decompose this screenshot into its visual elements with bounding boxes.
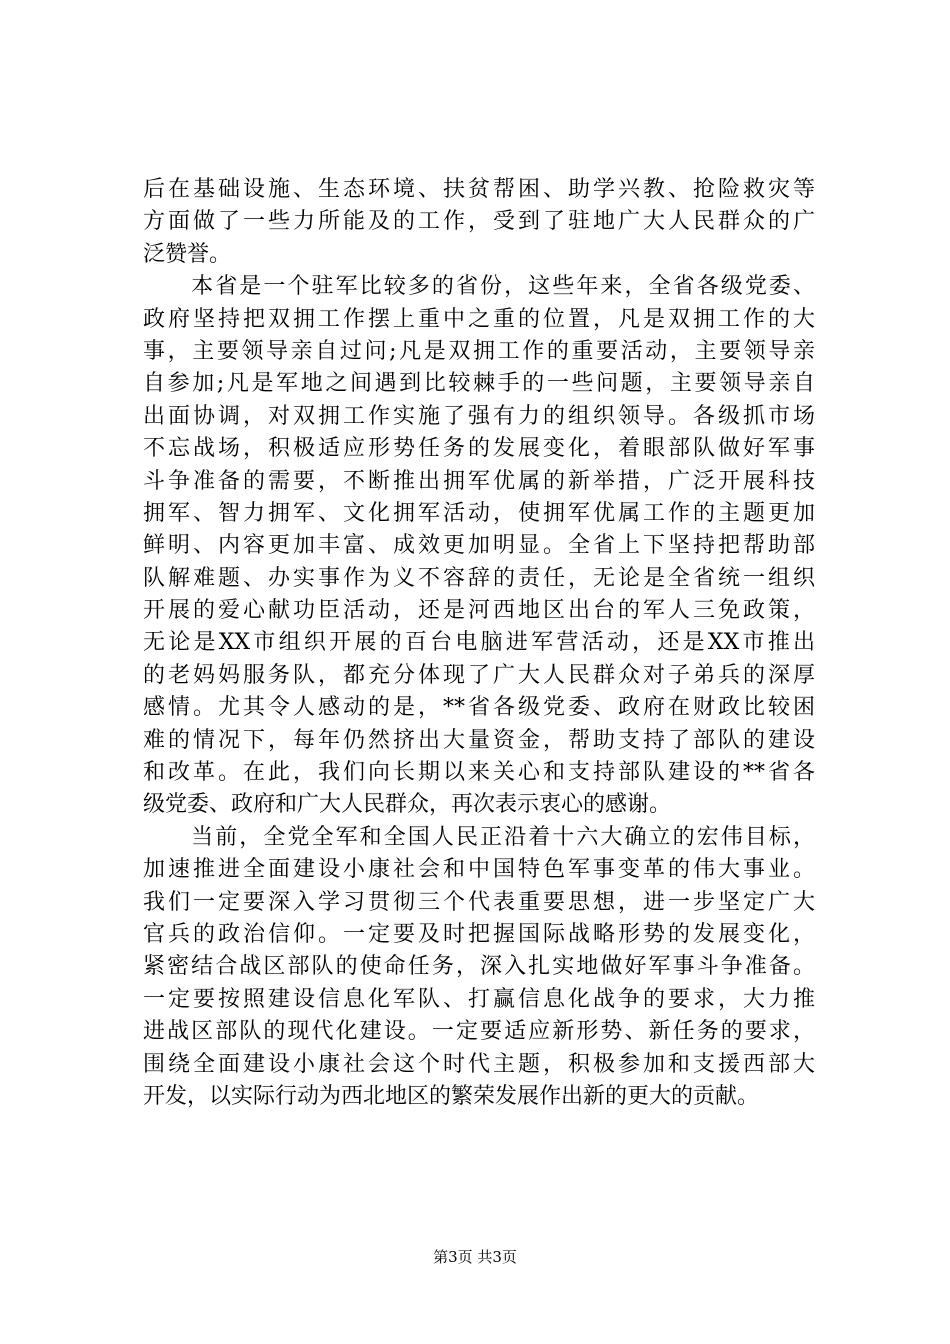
page-number-label: 第3页 共3页 (433, 1248, 517, 1266)
text-line: 事，主要领导亲自过问;凡是双拥工作的重要活动，主要领导亲 (143, 338, 815, 364)
text-line: 和改革。在此，我们向长期以来关心和支持部队建设的**省各 (143, 760, 815, 786)
text-line: 无论是XX市组织开展的百台电脑进军营活动，还是XX市推出 (143, 630, 815, 656)
text-line: 自参加;凡是军地之间遇到比较棘手的一些问题，主要领导亲自 (143, 371, 815, 397)
text-line: 方面做了一些力所能及的工作，受到了驻地广大人民群众的广 (143, 209, 815, 235)
text-line: 加速推进全面建设小康社会和中国特色军事变革的伟大事业。 (143, 857, 815, 883)
text-line: 本省是一个驻军比较多的省份，这些年来，全省各级党委、 (143, 274, 815, 300)
text-line: 队解难题、办实事作为义不容辞的责任，无论是全省统一组织 (143, 565, 815, 591)
text-line: 拥军、智力拥军、文化拥军活动，使拥军优属工作的主题更加 (143, 500, 815, 526)
text-line: 出面协调，对双拥工作实施了强有力的组织领导。各级抓市场 (143, 403, 815, 429)
text-line: 开发，以实际行动为西北地区的繁荣发展作出新的更大的贡献。 (143, 1083, 760, 1109)
text-line: 后在基础设施、生态环境、扶贫帮困、助学兴教、抢险救灾等 (143, 177, 815, 202)
text-line: 围绕全面建设小康社会这个时代主题，积极参加和支援西部大 (143, 1051, 815, 1077)
text-line: 政府坚持把双拥工作摆上重中之重的位置，凡是双拥工作的大 (143, 306, 815, 332)
text-line: 级党委、政府和广大人民群众，再次表示衷心的感谢。 (143, 792, 672, 818)
text-line: 我们一定要深入学习贯彻三个代表重要思想，进一步坚定广大 (143, 889, 815, 915)
text-line: 不忘战场，积极适应形势任务的发展变化，着眼部队做好军事 (143, 436, 815, 462)
page-footer (0, 1247, 950, 1267)
text-line: 感情。尤其令人感动的是，**省各级党委、政府在财政比较困 (143, 695, 815, 721)
document-body (143, 174, 815, 1113)
text-line: 当前，全党全军和全国人民正沿着十六大确立的宏伟目标， (143, 824, 815, 850)
text-line: 的老妈妈服务队，都充分体现了广大人民群众对子弟兵的深厚 (143, 662, 815, 688)
text-line: 斗争准备的需要，不断推出拥军优属的新举措，广泛开展科技 (143, 468, 815, 494)
text-line: 进战区部队的现代化建设。一定要适应新形势、新任务的要求， (143, 1019, 815, 1045)
text-line: 泛赞誉。 (143, 241, 232, 267)
text-line: 开展的爱心献功臣活动，还是河西地区出台的军人三免政策， (143, 598, 815, 624)
text-line: 官兵的政治信仰。一定要及时把握国际战略形势的发展变化， (143, 921, 815, 947)
text-line: 鲜明、内容更加丰富、成效更加明显。全省上下坚持把帮助部 (143, 533, 815, 559)
text-line: 紧密结合战区部队的使命任务，深入扎实地做好军事斗争准备。 (143, 954, 815, 980)
text-line: 难的情况下，每年仍然挤出大量资金，帮助支持了部队的建设 (143, 727, 815, 753)
text-line: 一定要按照建设信息化军队、打赢信息化战争的要求，大力推 (143, 986, 815, 1012)
